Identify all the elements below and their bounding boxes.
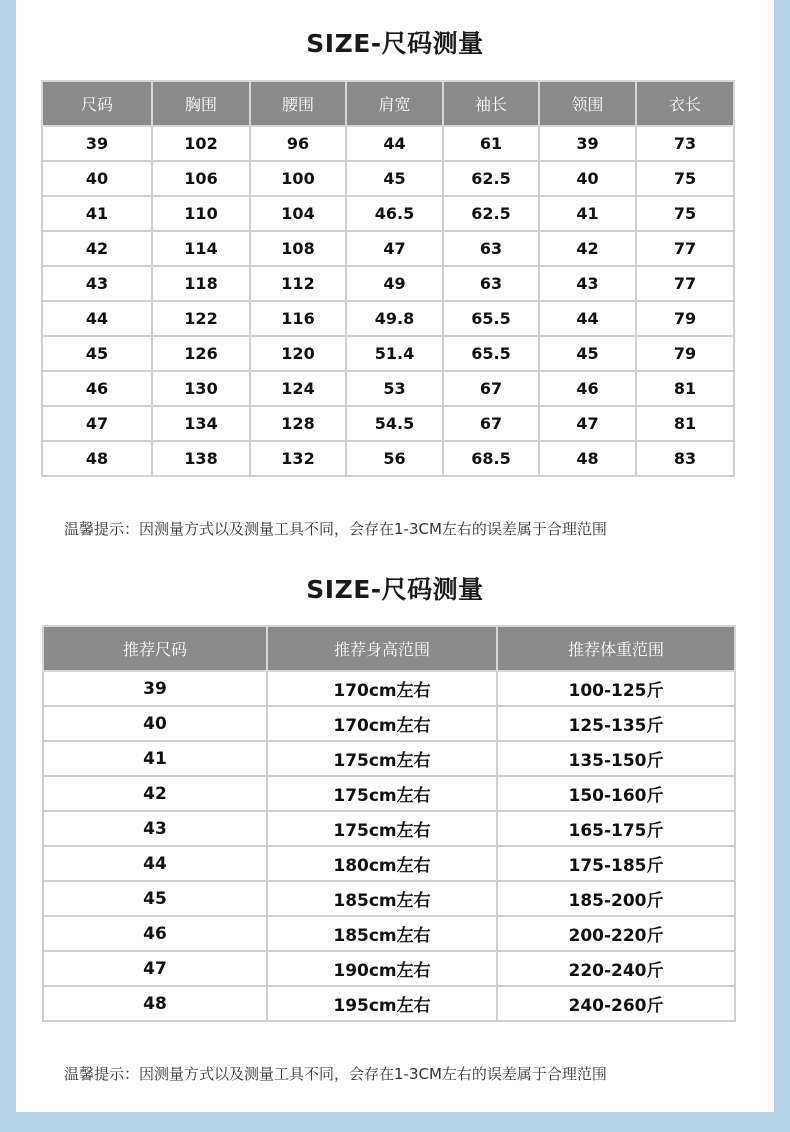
table-row: [43, 951, 735, 986]
table-cell: 165-175斤: [497, 811, 735, 846]
column-header: 推荐体重范围: [497, 626, 735, 671]
table-cell: 40: [42, 161, 152, 196]
table-cell: 104: [250, 196, 346, 231]
table-cell: 77: [636, 266, 734, 301]
column-header: 袖长: [443, 81, 539, 126]
size-measurement-table: [41, 80, 735, 477]
table-cell: 112: [250, 266, 346, 301]
table-cell: 47: [539, 406, 636, 441]
table-cell: 79: [636, 301, 734, 336]
table-row: [42, 441, 734, 476]
measurement-note: 温馨提示：因测量方式以及测量工具不同，会存在1-3CM左右的误差属于合理范围: [64, 520, 607, 538]
table-cell: 185cm左右: [267, 881, 497, 916]
table-cell: 120: [250, 336, 346, 371]
table-cell: 220-240斤: [497, 951, 735, 986]
table-cell: 75: [636, 161, 734, 196]
table-cell: 122: [152, 301, 250, 336]
table-row: [42, 196, 734, 231]
table-cell: 200-220斤: [497, 916, 735, 951]
table-cell: 49.8: [346, 301, 443, 336]
table-row: [43, 916, 735, 951]
table-cell: 108: [250, 231, 346, 266]
table-row: [43, 776, 735, 811]
table-row: [43, 706, 735, 741]
table-cell: 42: [539, 231, 636, 266]
table-cell: 46.5: [346, 196, 443, 231]
table-cell: 40: [539, 161, 636, 196]
table-cell: 63: [443, 266, 539, 301]
table-header-row: [42, 81, 734, 126]
table-cell: 114: [152, 231, 250, 266]
table-cell: 39: [42, 126, 152, 161]
table-row: [42, 301, 734, 336]
table-cell: 62.5: [443, 196, 539, 231]
table-cell: 110: [152, 196, 250, 231]
table-cell: 102: [152, 126, 250, 161]
table-cell: 130: [152, 371, 250, 406]
table-cell: 43: [539, 266, 636, 301]
table-header-row: [43, 626, 735, 671]
table-cell: 43: [42, 266, 152, 301]
table-row: [42, 371, 734, 406]
table-cell: 81: [636, 406, 734, 441]
table-cell: 124: [250, 371, 346, 406]
table-cell: 44: [42, 301, 152, 336]
table-row: [43, 741, 735, 776]
table-row: [42, 266, 734, 301]
table-cell: 175cm左右: [267, 811, 497, 846]
table-cell: 67: [443, 371, 539, 406]
table-cell: 63: [443, 231, 539, 266]
measurement-note: 温馨提示：因测量方式以及测量工具不同，会存在1-3CM左右的误差属于合理范围: [64, 1065, 607, 1083]
table-cell: 42: [43, 776, 267, 811]
table-cell: 41: [42, 196, 152, 231]
section-title: SIZE-尺码测量: [306, 575, 484, 604]
table-row: [42, 126, 734, 161]
column-header: 推荐身高范围: [267, 626, 497, 671]
table-cell: 135-150斤: [497, 741, 735, 776]
table-cell: 51.4: [346, 336, 443, 371]
table-cell: 185cm左右: [267, 916, 497, 951]
table-row: [43, 881, 735, 916]
table-cell: 46: [42, 371, 152, 406]
table-cell: 170cm左右: [267, 706, 497, 741]
column-header: 腰围: [250, 81, 346, 126]
table-cell: 43: [43, 811, 267, 846]
table-cell: 150-160斤: [497, 776, 735, 811]
table-row: [43, 986, 735, 1021]
table-cell: 126: [152, 336, 250, 371]
table-row: [43, 811, 735, 846]
table-cell: 65.5: [443, 301, 539, 336]
table-cell: 49: [346, 266, 443, 301]
table-row: [42, 231, 734, 266]
table-cell: 39: [43, 671, 267, 706]
size-chart-sheet: [16, 0, 774, 1112]
table-cell: 46: [43, 916, 267, 951]
table-cell: 132: [250, 441, 346, 476]
table-cell: 128: [250, 406, 346, 441]
table-cell: 40: [43, 706, 267, 741]
table-cell: 44: [43, 846, 267, 881]
table-cell: 65.5: [443, 336, 539, 371]
table-row: [43, 671, 735, 706]
size-recommendation-table: [42, 625, 736, 1022]
table-cell: 83: [636, 441, 734, 476]
table-cell: 106: [152, 161, 250, 196]
table-cell: 44: [346, 126, 443, 161]
table-cell: 48: [43, 986, 267, 1021]
table-cell: 45: [42, 336, 152, 371]
table-cell: 118: [152, 266, 250, 301]
table-cell: 68.5: [443, 441, 539, 476]
table-cell: 134: [152, 406, 250, 441]
table-row: [42, 161, 734, 196]
column-header: 领围: [539, 81, 636, 126]
table-cell: 125-135斤: [497, 706, 735, 741]
table-cell: 47: [43, 951, 267, 986]
table-cell: 44: [539, 301, 636, 336]
table-cell: 41: [539, 196, 636, 231]
table-cell: 45: [539, 336, 636, 371]
table-cell: 47: [346, 231, 443, 266]
table-row: [43, 846, 735, 881]
column-header: 衣长: [636, 81, 734, 126]
table-cell: 175cm左右: [267, 776, 497, 811]
table-cell: 47: [42, 406, 152, 441]
table-cell: 45: [346, 161, 443, 196]
table-cell: 46: [539, 371, 636, 406]
table-row: [42, 336, 734, 371]
table-cell: 61: [443, 126, 539, 161]
table-cell: 175-185斤: [497, 846, 735, 881]
table-cell: 48: [539, 441, 636, 476]
table-cell: 79: [636, 336, 734, 371]
table-cell: 116: [250, 301, 346, 336]
column-header: 尺码: [42, 81, 152, 126]
table-cell: 180cm左右: [267, 846, 497, 881]
table-cell: 138: [152, 441, 250, 476]
table-cell: 56: [346, 441, 443, 476]
table-cell: 195cm左右: [267, 986, 497, 1021]
column-header: 推荐尺码: [43, 626, 267, 671]
table-cell: 67: [443, 406, 539, 441]
table-cell: 62.5: [443, 161, 539, 196]
column-header: 肩宽: [346, 81, 443, 126]
table-cell: 54.5: [346, 406, 443, 441]
column-header: 胸围: [152, 81, 250, 126]
table-cell: 48: [42, 441, 152, 476]
table-cell: 53: [346, 371, 443, 406]
table-cell: 75: [636, 196, 734, 231]
table-cell: 240-260斤: [497, 986, 735, 1021]
table-cell: 39: [539, 126, 636, 161]
table-row: [42, 406, 734, 441]
table-cell: 100: [250, 161, 346, 196]
table-cell: 190cm左右: [267, 951, 497, 986]
table-cell: 170cm左右: [267, 671, 497, 706]
table-cell: 96: [250, 126, 346, 161]
table-cell: 73: [636, 126, 734, 161]
table-cell: 175cm左右: [267, 741, 497, 776]
table-cell: 45: [43, 881, 267, 916]
table-cell: 185-200斤: [497, 881, 735, 916]
table-cell: 81: [636, 371, 734, 406]
table-cell: 42: [42, 231, 152, 266]
table-cell: 41: [43, 741, 267, 776]
table-cell: 77: [636, 231, 734, 266]
table-cell: 100-125斤: [497, 671, 735, 706]
page-title: SIZE-尺码测量: [306, 29, 484, 58]
